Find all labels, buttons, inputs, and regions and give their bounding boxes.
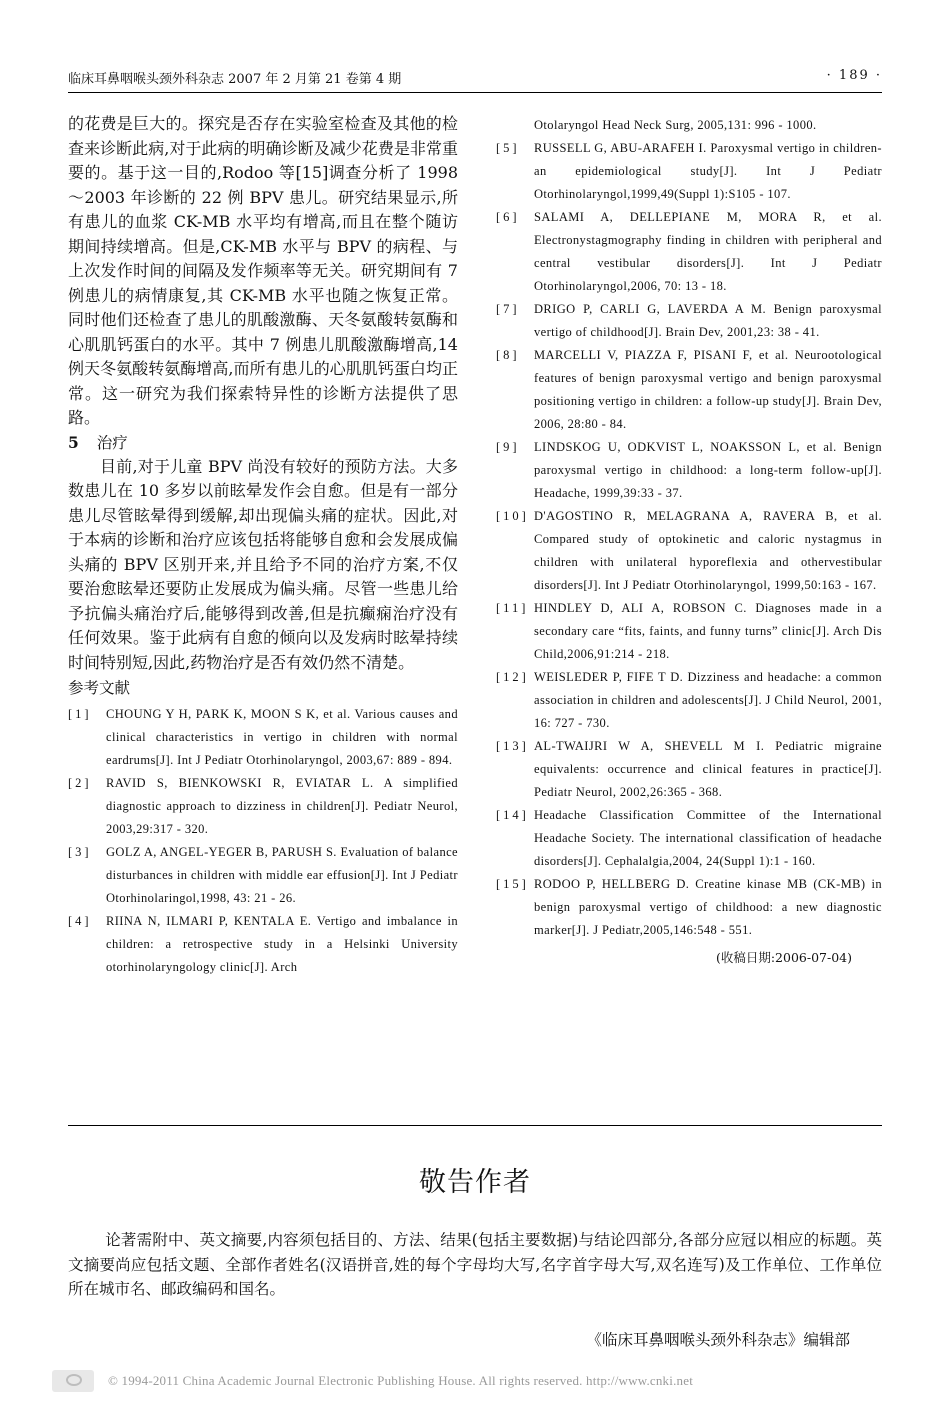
reference-text: WEISLEDER P, FIFE T D. Dizziness and headache: a common association in children and adolescents[J]. J Child Neurol, 2001, 16: 727 - 730. [534,670,882,730]
journal-title: 临床耳鼻咽喉头颈外科杂志 2007 年 2 月第 21 卷第 4 期 [68,72,402,87]
reference-number: [8] [496,348,520,362]
page-number: · 189 · [826,68,882,83]
footer [0,1368,950,1398]
reference-item [68,910,458,979]
reference-item [496,344,882,436]
reference-text: SALAMI A, DELLEPIANE M, MORA R, et al. Electronystagmography finding in children with peripheral and central vestibular disorders[J]. Int J Pediatr Otorhinolaryngol,2006, 70: 13 - 18. [534,210,882,293]
paragraph-diagnosis-cost: 的花费是巨大的。探究是否存在实验室检查及其他的检查来诊断此病,对于此病的明确诊断及减少花费是非常重要的。基于这一目的,Rodoo 等[15]调查分析了 1998～2003 年诊断的 22 例 BPV 患儿。研究结果显示,所有患儿的血浆 CK-MB 水平均有增高,而且在整个随访期间持续增高。但是,CK-MB 水平与 BPV 的病程、与上次发作时间的间隔及发作频率等无关。研究期间有 7 例患儿的病情康复,其 CK-MB 水平也随之恢复正常。同时他们还检查了患儿的肌酸激酶、天冬氨酸转氨酶和心肌肌钙蛋白的水平。其中 7 例患儿肌酸激酶增高,14 例天冬氨酸转氨酶增高,而所有患儿的心肌肌钙蛋白均正常。这一研究为我们探索特异性的诊断方法提供了思路。 [68,114,458,427]
reference-text: RUSSELL G, ABU-ARAFEH I. Paroxysmal vertigo in children-an epidemiological study[J]. Int J Pediatr Otorhinolaryngol,1999,49(Suppl 1):S105 - 107. [534,141,882,201]
reference-number: [11] [496,601,529,615]
reference-text: MARCELLI V, PIAZZA F, PISANI F, et al. Neurootological features of benign paroxysmal vertigo and benign paroxysmal positioning vertigo in children: a follow-up study[J]. Brain Dev, 2006, 28:80 - 84. [534,348,882,431]
reference-number: [4] [68,914,92,928]
reference-number: [1] [68,707,92,721]
reference-item [496,804,882,873]
reference-item [496,666,882,735]
reference-item [496,206,882,298]
reference-text: RIINA N, ILMARI P, KENTALA E. Vertigo and imbalance in children: a retrospective study in a Helsinki University otorhinolaryngology clinic[J]. Arch [106,914,458,974]
editorial-signoff: 《临床耳鼻咽喉头颈外科杂志》编辑部 [586,1331,850,1349]
right-column [496,114,882,970]
reference-item [496,436,882,505]
reference-text: CHOUNG Y H, PARK K, MOON S K, et al. Various causes and clinical characteristics in vertigo in children with normal eardrums[J]. Int J Pediatr Otorhinolaryngol, 2003,67: 889 - 894. [106,707,458,767]
reference-item [496,137,882,206]
reference-text: RODOO P, HELLBERG D. Creatine kinase MB (CK-MB) in benign paroxysmal vertigo of childhood: a new diagnostic marker[J]. J Pediatr,2005,146:548 - 551. [534,877,882,937]
copyright-notice: © 1994-2011 China Academic Journal Electronic Publishing House. All rights reserved. http://www.cnki.net [108,1373,694,1388]
notice-title: 敬告作者 [419,1167,531,1198]
reference-number: [15] [496,877,529,891]
reference-text: AL-TWAIJRI W A, SHEVELL M I. Pediatric migraine equivalents: occurrence and clinical features in practice[J]. Pediatr Neurol, 2002,26:365 - 368. [534,739,882,799]
reference-number: [13] [496,739,529,753]
reference-text: RAVID S, BIENKOWSKI R, EVIATAR L. A simplified diagnostic approach to dizziness in children[J]. Pediatr Neurol, 2003,29:317 - 320. [106,776,458,836]
section-title: 治疗 [96,433,128,452]
reference-item [496,298,882,344]
reference-number: [9] [496,440,520,454]
reference-number: [5] [496,141,520,155]
reference-item [68,841,458,910]
paragraph-treatment: 目前,对于儿童 BPV 尚没有较好的预防方法。大多数患儿在 10 多岁以前眩晕发作会自愈。但是有一部分患儿尽管眩晕得到缓解,却出现偏头痛的症状。因此,对于本病的诊断和治疗应该包括将能够自愈和会发展成偏头痛的 BPV 区别开来,并且给予不同的治疗方案,不仅要治愈眩晕还要防止发展成为偏头痛。尽管一些患儿给予抗偏头痛治疗后,能够得到改善,但是抗癫痫治疗没有任何效果。鉴于此病有自愈的倾向以及发病时眩晕持续时间特别短,因此,药物治疗是否有效仍然不清楚。 [68,456,458,672]
reference-number: [14] [496,808,529,822]
reference-text: Headache Classification Committee of the International Headache Society. The international classification of headache disorders[J]. Cephalalgia,2004, 24(Suppl 1):1 - 160. [534,808,882,868]
reference-item [496,597,882,666]
reference-text: D'AGOSTINO R, MELAGRANA A, RAVERA B, et al. Compared study of optokinetic and caloric nystagmus in children with unilateral hyporeflexia and othervestibular disorders[J]. Int J Pediatr Otorhinolaryngol, 1999,50:163 - 167. [534,509,882,592]
running-header [68,68,882,90]
received-date: (收稿日期:2006-07-04) [715,950,852,965]
reference-item [496,873,882,942]
publisher-logo-icon [52,1370,94,1392]
reference-text: Otolaryngol Head Neck Surg, 2005,131: 996 - 1000. [534,118,817,132]
reference-text: LINDSKOG U, ODKVIST L, NOAKSSON L, et al. Benign paroxysmal vertigo in childhood: a long-term follow-up[J]. Headache, 1999,39:33 - 37. [534,440,882,500]
reference-continuation [496,114,882,137]
references-heading: 参考文献 [68,679,131,697]
reference-number: [6] [496,210,520,224]
reference-number: [10] [496,509,529,523]
notice-body: 论著需附中、英文摘要,内容须包括目的、方法、结果(包括主要数据)与结论四部分,各部分应冠以相应的标题。英文摘要尚应包括文题、全部作者姓名(汉语拼音,姓的每个字母均大写,名字首字母大写,双名连写)及工作单位、工作单位所在城市名、邮政编码和国名。 [68,1231,882,1298]
reference-item [68,772,458,841]
section-divider [68,1125,882,1126]
reference-item [496,505,882,597]
reference-item [68,703,458,772]
reference-list [68,703,458,979]
left-column [68,112,458,979]
reference-number: [12] [496,670,529,684]
reference-number: [2] [68,776,92,790]
reference-text: HINDLEY D, ALI A, ROBSON C. Diagnoses made in a secondary care “fits, faints, and funny turns” clinic[J]. Arch Dis Child,2006,91:214 - 218. [534,601,882,661]
header-rule [68,92,882,93]
reference-text: GOLZ A, ANGEL-YEGER B, PARUSH S. Evaluation of balance disturbances in children with middle ear effusion[J]. Int J Pediatr Otorhinolaringol,1998, 43: 21 - 26. [106,845,458,905]
reference-number: [3] [68,845,92,859]
reference-list [496,137,882,942]
section-heading-treatment [68,431,458,455]
section-number: 5 [68,432,79,452]
reference-number: [7] [496,302,520,316]
reference-item [496,735,882,804]
reference-text: DRIGO P, CARLI G, LAVERDA A M. Benign paroxysmal vertigo of childhood[J]. Brain Dev, 2001,23: 38 - 41. [534,302,882,339]
